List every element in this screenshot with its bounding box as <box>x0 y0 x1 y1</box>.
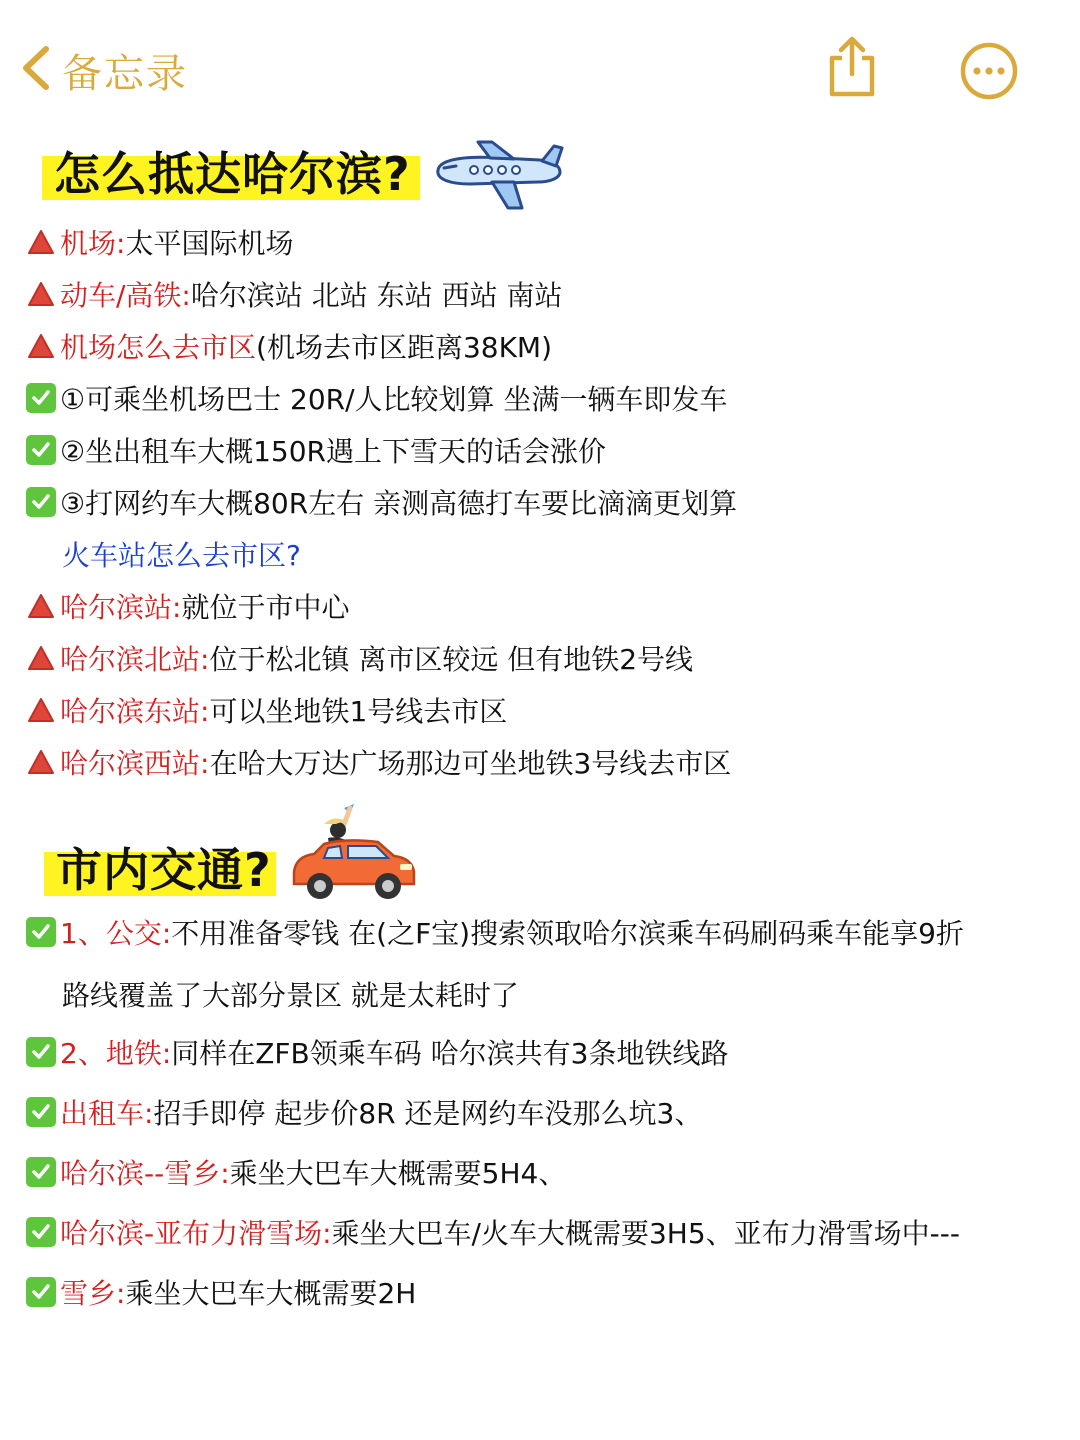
item-text: ①可乘坐机场巴士 20R/人比较划算 坐满一辆车即发车 <box>60 383 728 416</box>
back-label: 备忘录 <box>62 50 188 97</box>
item-label: 2、地铁: <box>60 1037 172 1070</box>
section-heading-arrival <box>42 142 422 200</box>
check-mark-icon <box>24 485 58 519</box>
warning-triangle-icon <box>24 589 58 623</box>
list-item <box>24 274 562 314</box>
warning-triangle-icon <box>24 329 58 363</box>
warning-triangle-icon <box>24 641 58 675</box>
check-mark-icon <box>24 381 58 415</box>
item-text: 位于松北镇 离市区较远 但有地铁2号线 <box>209 643 694 676</box>
item-label: 哈尔滨北站: <box>60 643 210 676</box>
list-item <box>24 912 964 952</box>
item-label: 动车/高铁: <box>60 279 191 312</box>
list-item <box>24 222 293 262</box>
car-with-traveler-icon <box>284 800 422 906</box>
chevron-left-icon <box>18 43 52 97</box>
list-item <box>24 326 552 366</box>
check-mark-icon <box>24 1275 58 1309</box>
item-text: 乘坐大巴车大概需要2H <box>125 1277 417 1310</box>
item-continuation: 路线覆盖了大部分景区 就是太耗时了 <box>62 979 519 1012</box>
section-heading-transit <box>44 838 284 896</box>
item-text: 可以坐地铁1号线去市区 <box>209 695 508 728</box>
check-mark-icon <box>24 1095 58 1129</box>
subheading-train-station: 火车站怎么去市区? <box>62 539 301 572</box>
list-item <box>24 482 737 522</box>
back-button[interactable] <box>18 38 188 102</box>
item-text: ②坐出租车大概150R遇上下雪天的话会涨价 <box>60 435 607 468</box>
item-label: 1、公交: <box>60 917 172 950</box>
check-mark-icon <box>24 1155 58 1189</box>
notes-toolbar <box>0 0 1080 140</box>
item-text: 不用准备零钱 在(之F宝)搜索领取哈尔滨乘车码刷码乘车能享9折 <box>171 917 964 950</box>
warning-triangle-icon <box>24 693 58 727</box>
ellipsis-circle-icon <box>960 42 1018 100</box>
list-item <box>24 1032 728 1072</box>
item-label: 哈尔滨--雪乡: <box>60 1157 230 1190</box>
warning-triangle-icon <box>24 277 58 311</box>
list-item <box>24 742 731 782</box>
list-item <box>24 586 349 626</box>
item-label: 哈尔滨-亚布力滑雪场: <box>60 1217 332 1250</box>
share-button[interactable] <box>822 34 882 100</box>
item-label: 雪乡: <box>60 1277 126 1310</box>
check-mark-icon <box>24 1035 58 1069</box>
item-text: 招手即停 起步价8R 还是网约车没那么坑3、 <box>153 1097 703 1130</box>
item-text: 乘坐大巴车大概需要5H4、 <box>229 1157 567 1190</box>
heading-text: 怎么抵达哈尔滨? <box>54 147 411 201</box>
list-item <box>24 1272 416 1312</box>
list-item <box>24 690 507 730</box>
heading-text: 市内交通? <box>56 843 272 897</box>
share-icon <box>822 34 882 100</box>
item-label: 哈尔滨西站: <box>60 747 210 780</box>
item-text: (机场去市区距离38KM) <box>256 331 553 364</box>
check-mark-icon <box>24 433 58 467</box>
list-item <box>24 1092 702 1132</box>
airplane-icon <box>430 140 566 212</box>
list-item <box>24 638 693 678</box>
list-item <box>24 430 606 470</box>
item-text: 就位于市中心 <box>181 591 350 624</box>
check-mark-icon <box>24 915 58 949</box>
item-text: 哈尔滨站 北站 东站 西站 南站 <box>190 279 563 312</box>
more-options-button[interactable] <box>960 42 1018 100</box>
item-label: 哈尔滨站: <box>60 591 182 624</box>
list-item <box>24 1212 960 1252</box>
item-label: 出租车: <box>60 1097 154 1130</box>
item-text: 在哈大万达广场那边可坐地铁3号线去市区 <box>209 747 732 780</box>
item-text: 乘坐大巴车/火车大概需要3H5、亚布力滑雪场中--- <box>331 1217 960 1250</box>
item-label: 哈尔滨东站: <box>60 695 210 728</box>
warning-triangle-icon <box>24 745 58 779</box>
item-text: 同样在ZFB领乘车码 哈尔滨共有3条地铁线路 <box>171 1037 729 1070</box>
item-text: 太平国际机场 <box>125 227 294 260</box>
list-item <box>24 1152 566 1192</box>
item-label: 机场怎么去市区 <box>60 331 257 364</box>
item-text: ③打网约车大概80R左右 亲测高德打车要比滴滴更划算 <box>60 487 738 520</box>
check-mark-icon <box>24 1215 58 1249</box>
warning-triangle-icon <box>24 225 58 259</box>
list-item <box>24 378 727 418</box>
item-label: 机场: <box>60 227 126 260</box>
